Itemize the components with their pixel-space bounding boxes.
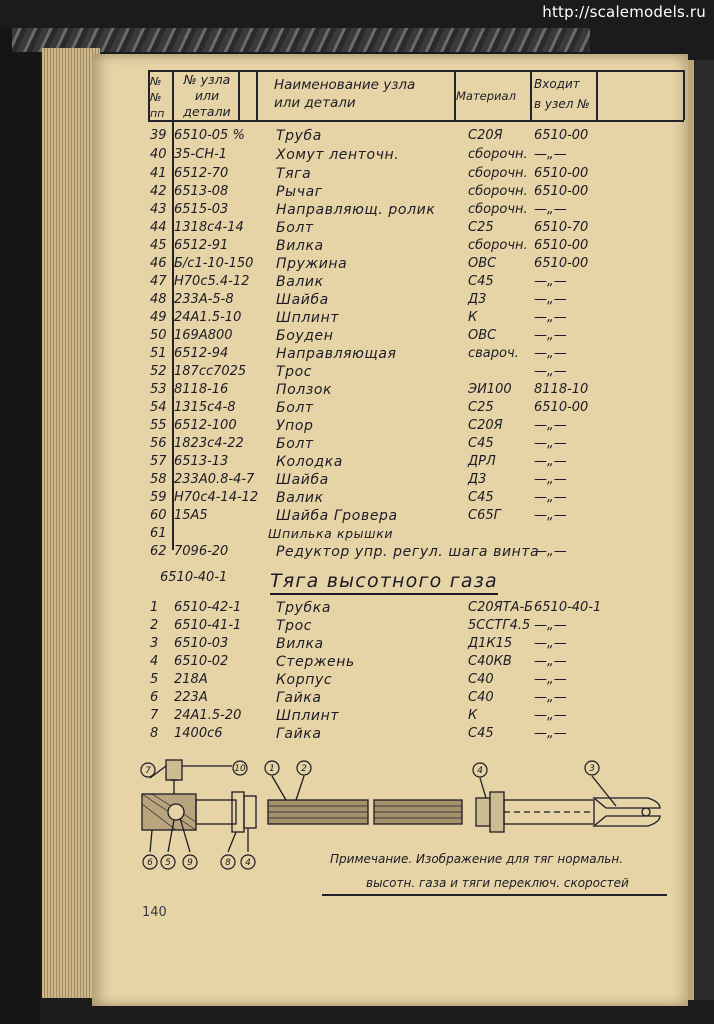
row-assembly: —„— [534,618,567,633]
header-part-code: № узла или детали [183,72,231,119]
row-assembly: —„— [534,418,567,433]
row-assembly: —„— [534,726,567,741]
row-code: 1315с4-8 [174,400,236,415]
callout-label: 6 [147,858,153,868]
row-num: 54 [150,400,167,415]
row-num: 50 [150,328,167,343]
row-material: ДРЛ [468,454,496,469]
row-name: Упор [276,418,314,434]
callout-label: 10 [234,764,246,774]
row-name: Тяга [276,166,312,182]
row-name: Шайба Гровера [276,508,398,524]
row-num: 2 [150,618,159,633]
row-assembly: 8118-10 [534,382,589,397]
header-part-name: Наименование узла или детали [274,77,416,111]
row-name: Колодка [276,454,343,470]
row-code: 6515-03 [174,202,229,217]
row-code: 187сс7025 [174,364,247,379]
row-assembly: —„— [534,490,567,505]
row-material: С45 [468,436,494,451]
row-code: 233А-5-8 [174,292,234,307]
row-name: Гайка [276,726,322,742]
row-assembly: —„— [534,636,567,651]
row-name: Направляющ. ролик [276,202,436,218]
header-num: № № пп [150,75,165,120]
row-code: 8118-16 [174,382,229,397]
row-assembly: —„— [534,454,567,469]
row-assembly: 6510-00 [534,400,589,415]
row-num: 1 [150,600,159,615]
row-material: С20ЯТА-Б [468,600,534,615]
row-assembly: —„— [534,328,567,343]
row-code: 169А800 [174,328,233,343]
row-name: Шплинт [276,310,340,326]
row-name: Болт [276,400,314,416]
header-assembly: Входит в узел № [534,77,590,111]
row-name: Пружина [276,256,348,272]
row-num: 47 [150,274,167,289]
row-num: 61 [150,526,167,541]
row-assembly: —„— [534,708,567,723]
row-assembly: —„— [534,672,567,687]
row-assembly: 6510-00 [534,128,589,143]
row-name: Направляющая [276,346,397,362]
row-code: 6510-03 [174,636,229,651]
row-code: Б/с1-10-150 [174,256,254,271]
row-assembly: 6510-00 [534,166,589,181]
row-assembly: —„— [534,147,567,162]
row-name: Стержень [276,654,355,670]
row-code: 218А [174,672,208,687]
row-material: С20Я [468,128,503,143]
row-material: сборочн. [468,184,528,199]
row-num: 49 [150,310,167,325]
row-name: Валик [276,274,324,290]
row-num: 41 [150,166,167,181]
row-code: 1400с6 [174,726,223,741]
row-assembly: —„— [534,310,567,325]
row-assembly: —„— [534,690,567,705]
row-num: 40 [150,147,167,162]
row-num: 53 [150,382,167,397]
row-material: К [468,708,478,723]
row-code: 6512-94 [174,346,229,361]
row-name: Трубка [276,600,331,616]
row-num: 56 [150,436,167,451]
note-line-2: высотн. газа и тяги переключ. скоростей [366,876,629,890]
row-material: К [468,310,478,325]
table-header [148,70,684,120]
row-material: С25 [468,220,494,235]
row-name: Рычаг [276,184,323,200]
row-assembly: —„— [534,202,567,217]
row-code: 233А0.8-4-7 [174,472,255,487]
row-assembly: —„— [534,274,567,289]
row-code: Н70с4-14-12 [174,490,259,505]
row-name: Болт [276,220,314,236]
row-code: 7096-20 [174,544,229,559]
row-code: 15А5 [174,508,208,523]
row-name: Шплинт [276,708,340,724]
row-material: ОВС [468,256,497,271]
row-name: Корпус [276,672,333,688]
row-material: Д3 [468,292,487,307]
callout-label: 3 [589,764,595,774]
row-num: 43 [150,202,167,217]
row-code: 6510-41-1 [174,618,242,633]
row-name: Шпилька крышки [268,526,394,541]
row-num: 44 [150,220,167,235]
row-code: 6510-42-1 [174,600,242,615]
section-code: 6510-40-1 [160,570,228,585]
row-num: 46 [150,256,167,271]
row-name: Вилка [276,636,324,652]
row-code: Н70с5.4-12 [174,274,250,289]
book-right-edge [688,60,714,1000]
callout-label: 9 [187,858,193,868]
row-code: 6510-05 % [174,128,245,143]
row-material: С20Я [468,418,503,433]
row-code: 223А [174,690,208,705]
row-code: 6512-91 [174,238,229,253]
row-name: Трос [276,618,313,634]
row-material: С40 [468,690,494,705]
row-material: сборочн. [468,238,528,253]
callout-label: 7 [145,766,151,776]
row-num: 55 [150,418,167,433]
row-code: 6510-02 [174,654,229,669]
callout-label: 4 [245,858,251,868]
row-assembly: 6510-70 [534,220,589,235]
row-assembly: 6510-00 [534,238,589,253]
row-code: 35-СН-1 [174,147,228,162]
row-name: Болт [276,436,314,452]
row-name: Редуктор упр. регул. шага винта [276,544,540,560]
row-material: С65Г [468,508,501,523]
row-name: Шайба [276,472,329,488]
page-number: 140 [142,905,167,920]
row-num: 58 [150,472,167,487]
row-num: 48 [150,292,167,307]
row-assembly: —„— [534,508,567,523]
row-code: 24А1.5-20 [174,708,242,723]
row-assembly: 6510-00 [534,184,589,199]
row-material: 5ССТГ4.5 [468,618,531,633]
row-material: ЭИ100 [468,382,512,397]
row-name: Трос [276,364,313,380]
row-material: С45 [468,490,494,505]
callout-label: 4 [477,766,483,776]
row-num: 4 [150,654,159,669]
row-num: 39 [150,128,167,143]
header-material: Материал [456,89,516,103]
section-title: Тяга высотного газа [270,570,498,595]
row-num: 59 [150,490,167,505]
row-assembly: 6510-40-1 [534,600,602,615]
row-material: сборочн. [468,202,528,217]
row-material: свароч. [468,346,519,361]
row-code: 1318с4-14 [174,220,244,235]
row-material: С45 [468,274,494,289]
row-material: С45 [468,726,494,741]
row-name: Труба [276,128,322,144]
row-num: 5 [150,672,159,687]
row-num: 62 [150,544,167,559]
callout-label: 1 [269,764,275,774]
watermark: http://scalemodels.ru [542,3,706,21]
row-name: Шайба [276,292,329,308]
row-name: Вилка [276,238,324,254]
row-assembly: —„— [534,346,567,361]
row-material: С25 [468,400,494,415]
row-material: ОВС [468,328,497,343]
row-material: С40КВ [468,654,512,669]
row-assembly: 6510-00 [534,256,589,271]
row-name: Хомут ленточн. [276,147,400,163]
row-name: Боуден [276,328,334,344]
row-assembly: —„— [534,292,567,307]
row-name: Гайка [276,690,322,706]
note-line-1: Примечание. Изображение для тяг нормальн. [330,852,624,866]
row-num: 7 [150,708,159,723]
row-material: С40 [468,672,494,687]
row-code: 6513-13 [174,454,229,469]
row-code: 1823с4-22 [174,436,244,451]
background-left [0,28,40,1024]
note-underline [322,894,667,896]
row-assembly: —„— [534,364,567,379]
row-num: 45 [150,238,167,253]
row-material: сборочн. [468,166,528,181]
row-num: 6 [150,690,159,705]
row-material: сборочн. [468,147,528,162]
callout-label: 2 [301,764,307,774]
row-num: 8 [150,726,159,741]
callout-label: 5 [165,858,171,868]
row-code: 6513-08 [174,184,229,199]
row-name: Валик [276,490,324,506]
row-material: Д1К15 [468,636,513,651]
row-code: 6512-100 [174,418,237,433]
row-num: 3 [150,636,159,651]
row-num: 42 [150,184,167,199]
row-assembly: —„— [534,472,567,487]
row-name: Ползок [276,382,333,398]
row-material: Д3 [468,472,487,487]
row-code: 6512-70 [174,166,229,181]
row-num: 57 [150,454,167,469]
row-num: 60 [150,508,167,523]
row-code: 24А1.5-10 [174,310,242,325]
row-num: 51 [150,346,167,361]
row-assembly: —„— [534,436,567,451]
row-assembly: —„— [534,654,567,669]
callout-label: 8 [225,858,231,868]
row-assembly: —„— [534,544,567,559]
row-num: 52 [150,364,167,379]
